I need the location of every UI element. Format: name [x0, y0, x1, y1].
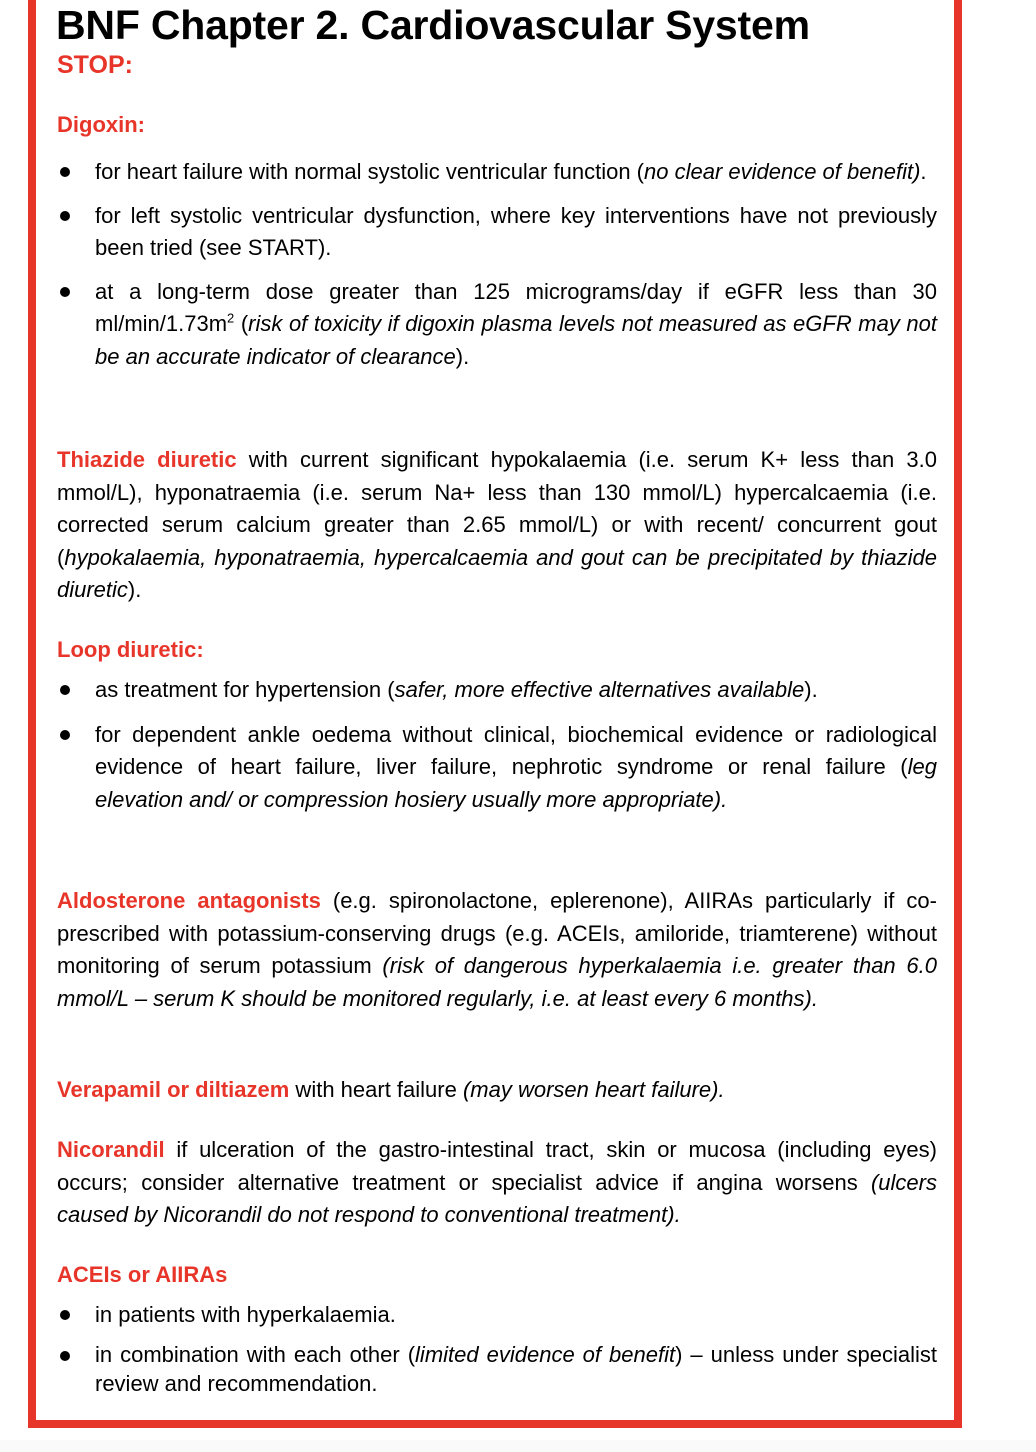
acei-heading: ACEIs or AIIRAs	[57, 1262, 228, 1287]
digoxin-item-1: for heart failure with normal systolic ventricular function (no clear evidence of benefit).	[57, 156, 937, 189]
bullet-icon	[60, 167, 70, 177]
nicorandil-section: Nicorandil if ulceration of the gastro-intestinal tract, skin or mucosa (including eyes) occurs; consider alternative treatment or specialist advice if angina worsens (ulcers caused by Nicorandil do not respond to conventional treatment).	[57, 1137, 937, 1227]
bullet-icon	[60, 287, 70, 297]
acei-item-2: in combination with each other (limited evidence of benefit) – unless under specialist review and recommendation.	[57, 1340, 937, 1398]
digoxin-section	[57, 110, 937, 373]
bullet-icon	[60, 211, 70, 221]
section-label-stop: STOP:	[57, 51, 133, 79]
verapamil-section: Verapamil or diltiazem with heart failure (may worsen heart failure).	[57, 1077, 725, 1102]
digoxin-heading: Digoxin:	[57, 112, 145, 137]
loop-diuretic-heading: Loop diuretic:	[57, 637, 204, 662]
bullet-icon	[60, 730, 70, 740]
acei-section	[57, 1259, 937, 1398]
aldosterone-section: Aldosterone antagonists (e.g. spironolactone, eplerenone), AIIRAs particularly if co-prescribed with potassium-conserving drugs (e.g. ACEIs, amiloride, triamterene) without monitoring of serum potassium (risk of dangerous hyperkalaemia i.e. greater than 6.0 mmol/L – serum K should be monitored regularly, i.e. at least every 6 months).	[57, 888, 937, 1011]
verapamil-lead: Verapamil or diltiazem	[57, 1077, 290, 1102]
digoxin-item-2: for left systolic ventricular dysfunction, where key interventions have not previously been tried (see START).	[57, 200, 937, 265]
loop-item-1: as treatment for hypertension (safer, more effective alternatives available).	[57, 674, 937, 707]
bullet-icon	[60, 1310, 70, 1320]
aldosterone-lead: Aldosterone antagonists	[57, 888, 321, 913]
bullet-icon	[60, 685, 70, 695]
thiazide-lead: Thiazide diuretic	[57, 447, 237, 472]
loop-diuretic-section	[57, 634, 937, 816]
acei-item-1: in patients with hyperkalaemia.	[57, 1299, 937, 1332]
digoxin-item-3: at a long-term dose greater than 125 micrograms/day if eGFR less than 30 $ml/\min/1.73m^2$ (risk of toxicity if digoxin plasma levels not measured as eGFR may not be an accurate indicator of clearance).	[57, 276, 937, 374]
page-background	[0, 1440, 1036, 1452]
nicorandil-lead: Nicorandil	[57, 1137, 165, 1162]
bullet-icon	[60, 1351, 70, 1361]
page-title: BNF Chapter 2. Cardiovascular System	[56, 2, 810, 48]
loop-item-2: for dependent ankle oedema without clinical, biochemical evidence or radiological evidence of heart failure, liver failure, nephrotic syndrome or renal failure (leg elevation and/ or compression hosiery usually more appropriate).	[57, 719, 937, 817]
thiazide-section: Thiazide diuretic with current significant hypokalaemia (i.e. serum K+ less than 3.0 mmol/L), hyponatraemia (i.e. serum Na+ less than 130 mmol/L) hypercalcaemia (i.e. corrected serum calcium greater than 2.65 mmol/L) or with recent/ concurrent gout (hypokalaemia, hyponatraemia, hypercalcaemia and gout can be precipitated by thiazide diuretic).	[57, 447, 937, 602]
